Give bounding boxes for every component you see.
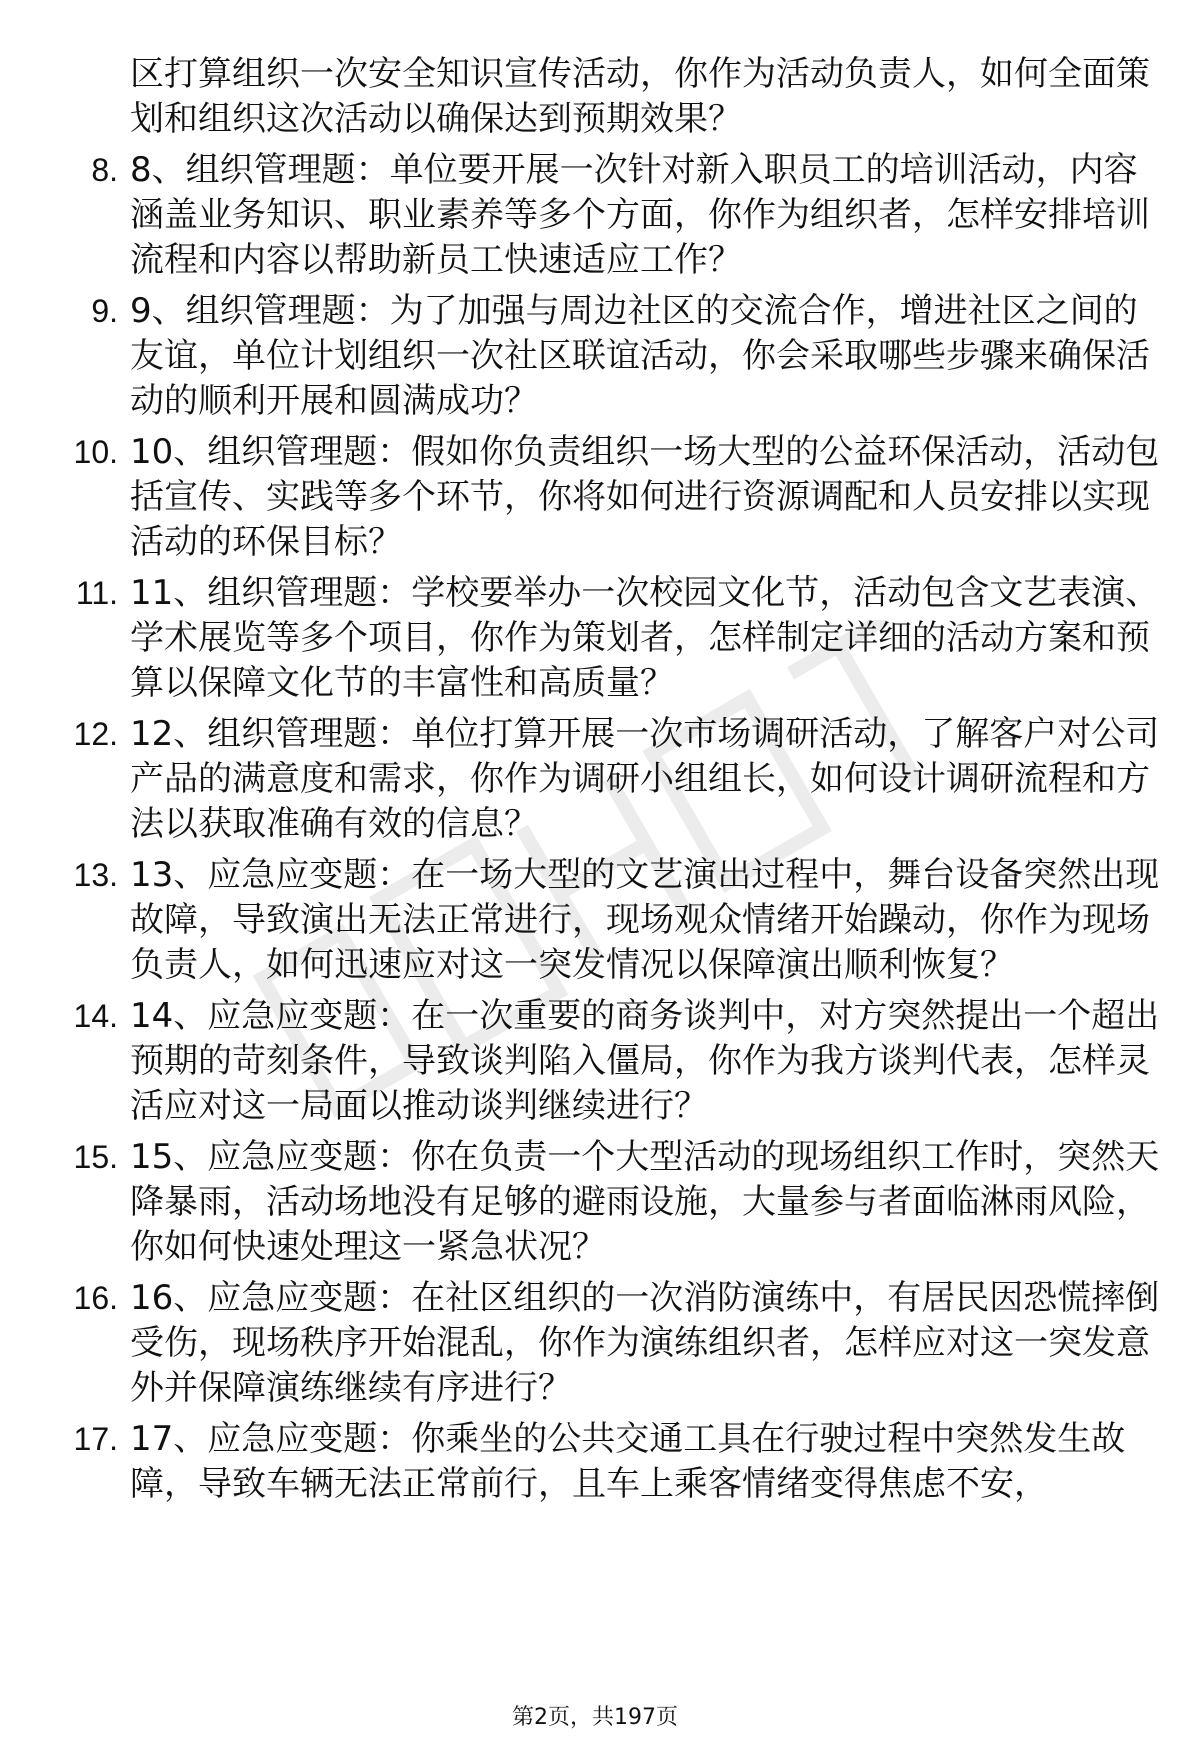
question-item [60,1276,1170,1411]
question-number: 11. [75,575,118,611]
question-number: 13. [73,857,118,893]
continued-question-text: 区打算组织一次安全知识宣传活动，你作为活动负责人，如何全面策划和组织这次活动以确保达到预期效果？ [130,54,1150,139]
question-item [60,571,1170,706]
question-text: 10、组织管理题：假如你负责组织一场大型的公益环保活动，活动包括宣传、实践等多个环节，你将如何进行资源调配和人员安排以实现活动的环保目标？ [130,432,1160,562]
question-item [60,148,1170,283]
question-item [60,430,1170,565]
question-text: 13、应急应变题：在一场大型的文艺演出过程中，舞台设备突然出现故障，导致演出无法正常进行，现场观众情绪开始躁动，你作为现场负责人，如何迅速应对这一突发情况以保障演出顺利恢复？ [130,855,1160,985]
question-item [60,1417,1170,1507]
question-text: 12、组织管理题：单位打算开展一次市场调研活动，了解客户对公司产品的满意度和需求，你作为调研小组组长，如何设计调研流程和方法以获取准确有效的信息？ [130,714,1160,844]
document-body [60,52,1170,1507]
question-number: 10. [73,434,118,470]
question-item [60,289,1170,424]
question-text: 17、应急应变题：你乘坐的公共交通工具在行驶过程中突然发生故障，导致车辆无法正常前行，且车上乘客情绪变得焦虑不安， [130,1419,1126,1504]
question-text: 11、组织管理题：学校要举办一次校园文化节，活动包含文艺表演、学术展览等多个项目，你作为策划者，怎样制定详细的活动方案和预算以保障文化节的丰富性和高质量？ [130,573,1160,703]
question-text: 14、应急应变题：在一次重要的商务谈判中，对方突然提出一个超出预期的苛刻条件，导致谈判陷入僵局，你作为我方谈判代表，怎样灵活应对这一局面以推动谈判继续进行？ [130,996,1160,1126]
question-text: 15、应急应变题：你在负责一个大型活动的现场组织工作时，突然天降暴雨，活动场地没有足够的避雨设施，大量参与者面临淋雨风险，你如何快速处理这一紧急状况？ [130,1137,1160,1267]
question-item [60,1135,1170,1270]
question-item [60,853,1170,988]
page-footer: 第2页，共197页 [512,1705,678,1730]
question-list [60,148,1170,1507]
question-number: 16. [73,1280,118,1316]
question-number: 15. [73,1139,118,1175]
question-text: 9、组织管理题：为了加强与周边社区的交流合作，增进社区之间的友谊，单位计划组织一次社区联谊活动，你会采取哪些步骤来确保活动的顺利开展和圆满成功？ [130,291,1150,421]
question-number: 14. [73,998,118,1034]
question-number: 9. [91,293,118,329]
question-number: 8. [91,152,118,188]
question-number: 17. [73,1421,118,1457]
question-number: 12. [73,716,118,752]
question-text: 16、应急应变题：在社区组织的一次消防演练中，有居民因恐慌摔倒受伤，现场秩序开始混乱，你作为演练组织者，怎样应对这一突发意外并保障演练继续有序进行？ [130,1278,1160,1408]
question-item [60,712,1170,847]
question-text: 8、组织管理题：单位要开展一次针对新入职员工的培训活动，内容涵盖业务知识、职业素养等多个方面，你作为组织者，怎样安排培训流程和内容以帮助新员工快速适应工作？ [130,150,1150,280]
question-item [60,994,1170,1129]
